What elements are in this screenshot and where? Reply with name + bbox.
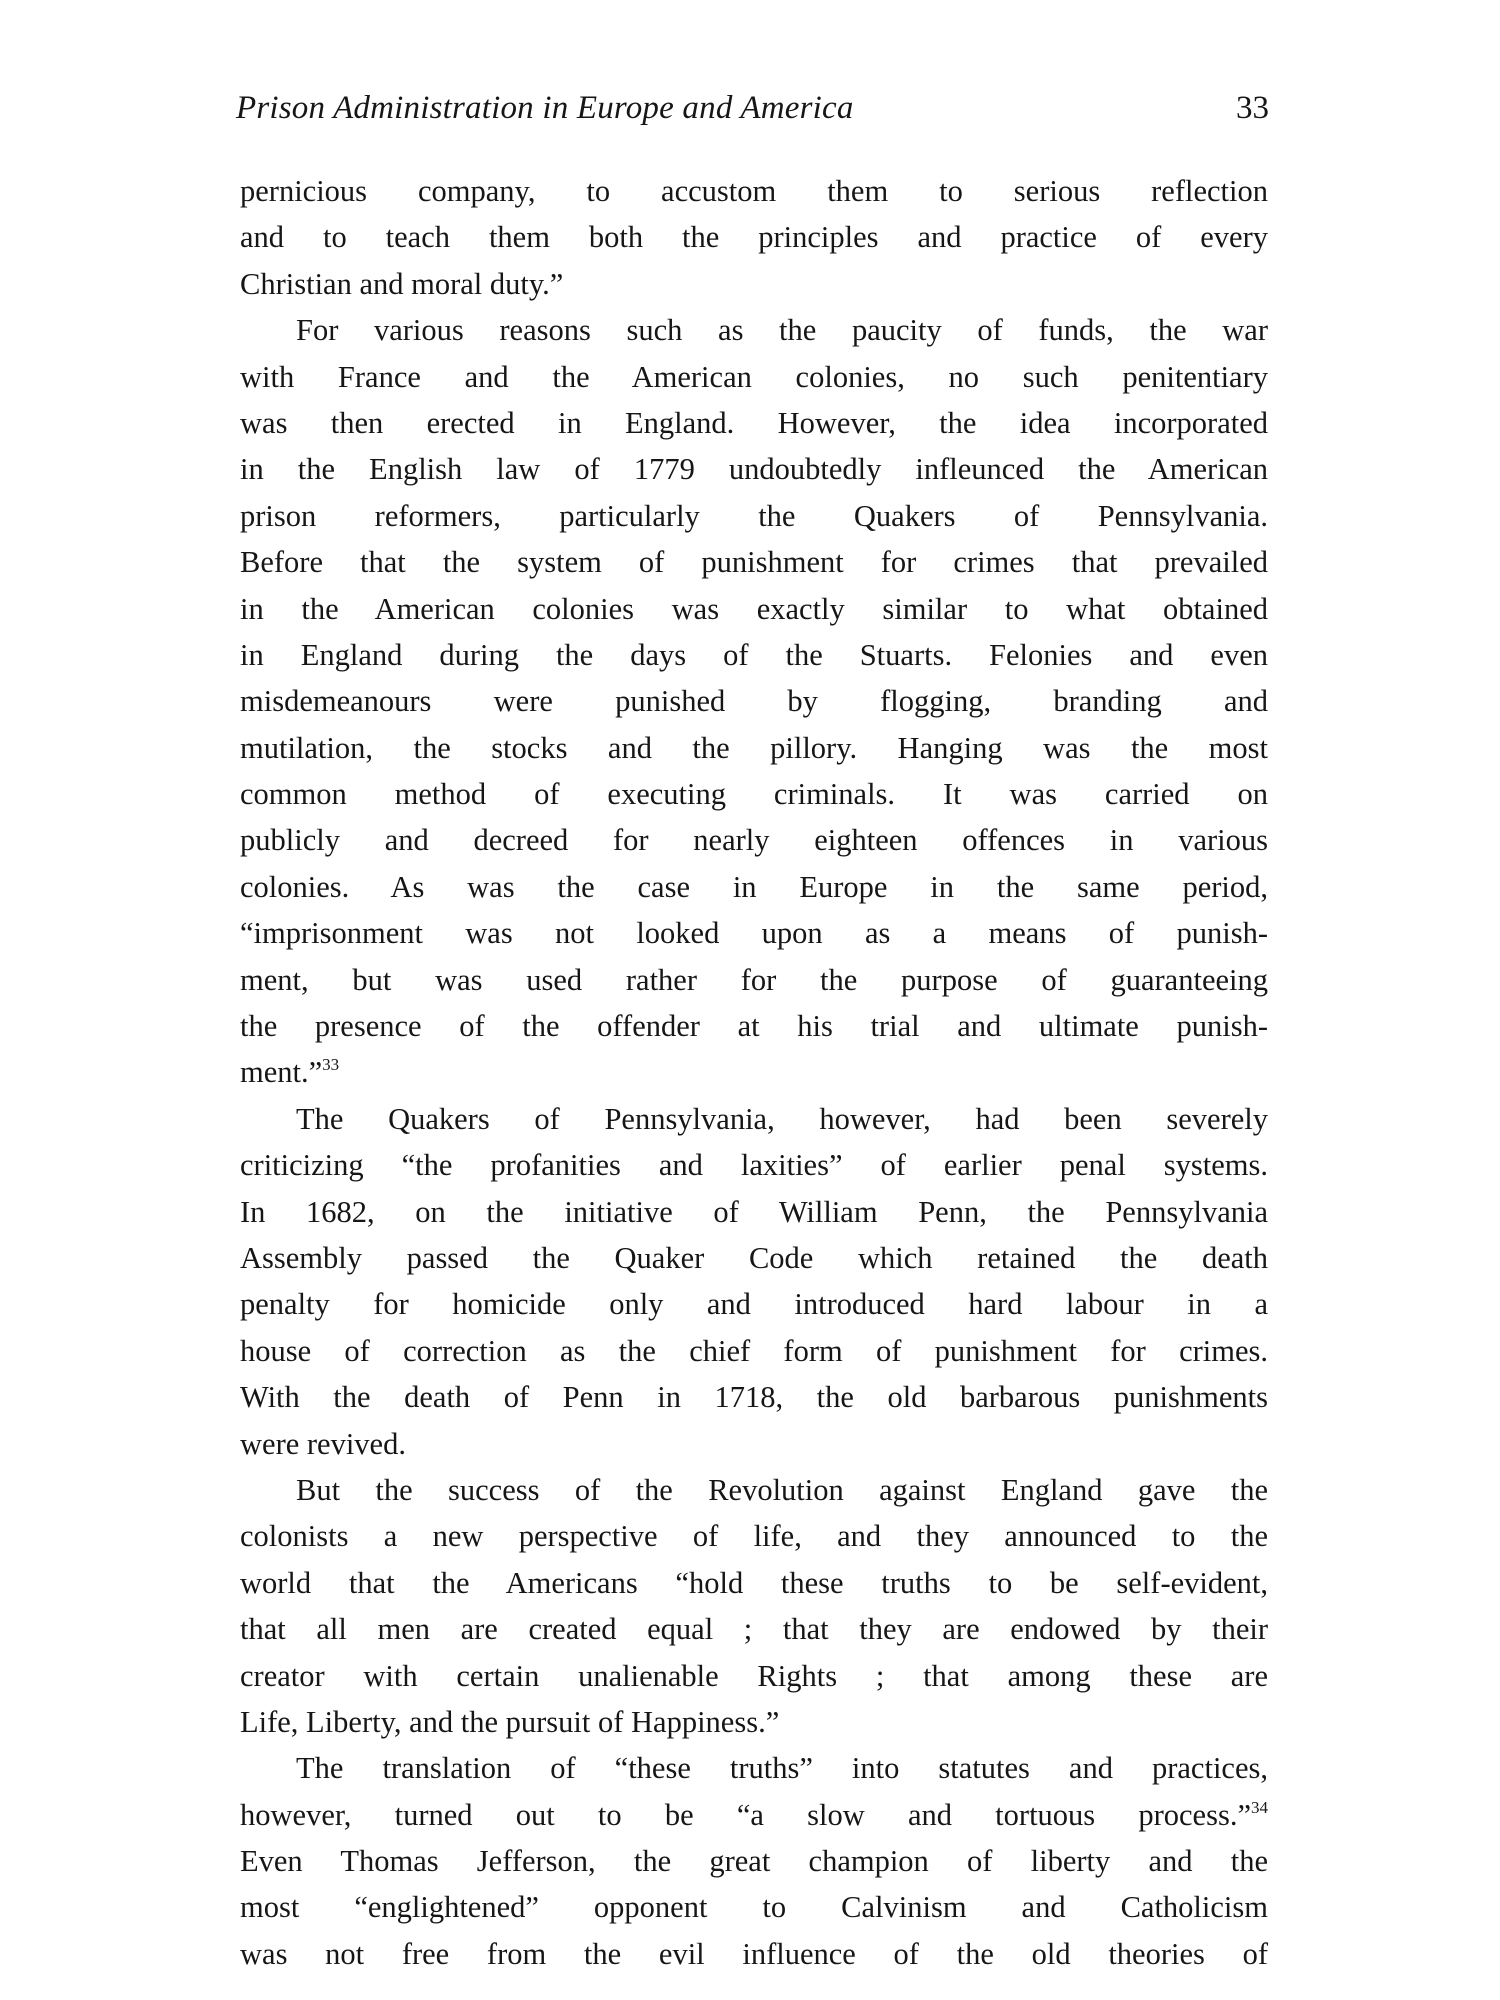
- line-text: ment, but was used rather for the purpose of guaranteeing: [240, 962, 1268, 997]
- text-line: [240, 1653, 1268, 1699]
- line-text: ment.”: [240, 1055, 323, 1090]
- text-line: [240, 539, 1268, 585]
- line-text: house of correction as the chief form of punishment for crimes.: [240, 1333, 1268, 1368]
- line-text: was then erected in England. However, the idea incorporated: [240, 405, 1268, 440]
- text-line: [240, 864, 1268, 910]
- text-line: [240, 586, 1268, 632]
- text-line: [240, 910, 1268, 956]
- body-text: [240, 168, 1268, 1977]
- text-line: [240, 1467, 1268, 1513]
- text-line: [240, 1374, 1268, 1420]
- text-line: [240, 817, 1268, 863]
- running-title: Prison Administration in Europe and America: [236, 90, 854, 126]
- line-text: most “englightened” opponent to Calvinism and Catholicism: [240, 1890, 1268, 1925]
- line-text: misdemeanours were punished by flogging, branding and: [240, 684, 1268, 719]
- line-text: Christian and moral duty.”: [240, 266, 564, 301]
- line-text: pernicious company, to accustom them to serious reflection: [240, 174, 1268, 208]
- line-text: creator with certain unalienable Rights ; that among these are: [240, 1658, 1268, 1693]
- line-text: the presence of the offender at his trial and ultimate punish-: [240, 1009, 1268, 1044]
- text-line: [240, 1699, 1268, 1745]
- line-text: were revived.: [240, 1426, 406, 1461]
- line-text: in the English law of 1779 undoubtedly infleunced the American: [240, 452, 1268, 487]
- line-text: and to teach them both the principles and practice of every: [240, 220, 1268, 255]
- text-line: [240, 771, 1268, 817]
- page-number: 33: [1236, 90, 1269, 126]
- footnote-marker: 33: [322, 1055, 340, 1075]
- line-text: Assembly passed the Quaker Code which retained the death: [240, 1240, 1268, 1275]
- text-line: [240, 725, 1268, 771]
- line-text: criticizing “the profanities and laxities” of earlier penal systems.: [240, 1148, 1268, 1183]
- line-text: in England during the days of the Stuarts. Felonies and even: [240, 637, 1268, 672]
- text-line: [240, 1003, 1268, 1049]
- text-line: [240, 678, 1268, 724]
- line-text: world that the Americans “hold these truths to be self-evident,: [240, 1565, 1268, 1600]
- line-text: But the success of the Revolution against England gave the: [296, 1472, 1268, 1507]
- text-line: [240, 1235, 1268, 1281]
- text-line: [240, 1049, 1268, 1095]
- text-line: [240, 400, 1268, 446]
- text-line: [240, 168, 1268, 214]
- line-text: Life, Liberty, and the pursuit of Happiness.”: [240, 1704, 780, 1739]
- line-text: prison reformers, particularly the Quakers of Pennsylvania.: [240, 498, 1268, 533]
- line-text: For various reasons such as the paucity of funds, the war: [296, 313, 1268, 348]
- line-text: With the death of Penn in 1718, the old barbarous punishments: [240, 1380, 1268, 1415]
- line-text: however, turned out to be “a slow and tortuous process.”: [240, 1797, 1251, 1832]
- line-text: penalty for homicide only and introduced hard labour in a: [240, 1287, 1268, 1322]
- text-line: [240, 957, 1268, 1003]
- line-text: The translation of “these truths” into statutes and practices,: [296, 1751, 1268, 1786]
- text-line: [240, 261, 1268, 307]
- text-line: [240, 1328, 1268, 1374]
- line-text: with France and the American colonies, no such penitentiary: [240, 359, 1268, 394]
- text-line: [240, 1838, 1268, 1884]
- text-line: [240, 1745, 1268, 1791]
- line-text: In 1682, on the initiative of William Penn, the Pennsylvania: [240, 1194, 1268, 1229]
- line-text: colonies. As was the case in Europe in the same period,: [240, 869, 1268, 904]
- text-line: [240, 1189, 1268, 1235]
- text-line: [240, 493, 1268, 539]
- line-text: Before that the system of punishment for crimes that prevailed: [240, 545, 1268, 580]
- text-line: [240, 1792, 1268, 1838]
- text-line: [240, 1421, 1268, 1467]
- running-header: [236, 90, 1269, 136]
- line-text: colonists a new perspective of life, and they announced to the: [240, 1519, 1268, 1554]
- line-text: “imprisonment was not looked upon as a means of punish-: [240, 916, 1268, 951]
- text-line: [240, 307, 1268, 353]
- text-line: [240, 446, 1268, 492]
- text-line: [240, 1884, 1268, 1930]
- text-line: [240, 1606, 1268, 1652]
- line-text: mutilation, the stocks and the pillory. Hanging was the most: [240, 730, 1268, 765]
- line-text: common method of executing criminals. It was carried on: [240, 777, 1268, 812]
- text-line: [240, 1560, 1268, 1606]
- line-text: publicly and decreed for nearly eighteen offences in various: [240, 823, 1268, 858]
- line-text: Even Thomas Jefferson, the great champion of liberty and the: [240, 1844, 1268, 1879]
- text-line: [240, 354, 1268, 400]
- text-line: [240, 632, 1268, 678]
- text-line: [240, 1513, 1268, 1559]
- line-text: The Quakers of Pennsylvania, however, had been severely: [296, 1101, 1268, 1136]
- line-text: was not free from the evil influence of the old theories of: [240, 1936, 1268, 1971]
- text-line: [240, 1281, 1268, 1327]
- text-line: [240, 1142, 1268, 1188]
- footnote-marker: 34: [1251, 1797, 1268, 1817]
- text-line: [240, 1096, 1268, 1142]
- text-line: [240, 214, 1268, 260]
- text-line: [240, 1931, 1268, 1977]
- line-text: that all men are created equal ; that they are endowed by their: [240, 1612, 1268, 1647]
- line-text: in the American colonies was exactly similar to what obtained: [240, 591, 1268, 626]
